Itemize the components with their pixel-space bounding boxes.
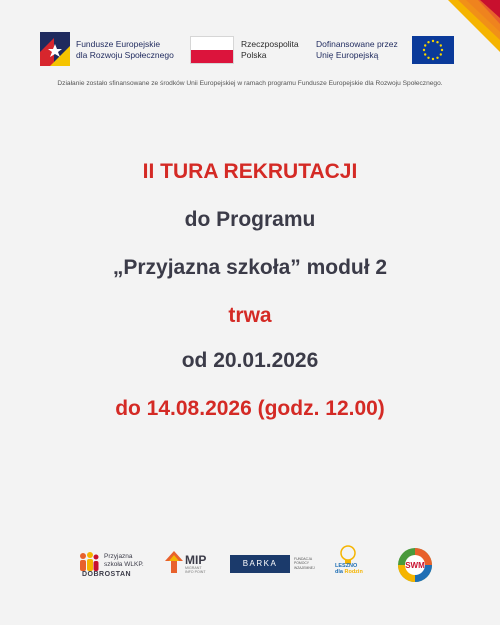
program-label: do Programu <box>184 208 316 231</box>
fe-logo-line2: dla Rozwoju Społecznego <box>76 49 174 60</box>
barka-title: BARKA <box>230 555 290 573</box>
leszno-line1: LESZNO <box>335 563 358 569</box>
leszno-line3: Rodzin <box>344 569 363 576</box>
mip-title: MIP <box>185 553 207 567</box>
start-date: od 20.01.2026 <box>181 349 319 372</box>
fe-logo-line1: Fundusze Europejskie <box>76 39 161 49</box>
recruitment-title: II TURA REKRUTACJI <box>142 160 358 183</box>
header-logos <box>40 30 460 70</box>
rp-logo-line1: Rzeczpospolita <box>241 39 299 49</box>
leszno-dla-rodzin-logo <box>335 545 385 585</box>
funding-disclaimer: Działanie zostało sfinansowane ze środków Unii Europejskiej w ramach programu Fundusze Europejskie dla Rozwoju Społecznego. <box>57 80 443 87</box>
ue-logo-line2: Unię Europejską <box>316 49 379 60</box>
polish-flag-icon <box>190 36 234 64</box>
partner-logos <box>0 545 500 590</box>
mip-logo <box>165 545 220 585</box>
status-text: trwa <box>228 304 272 327</box>
end-date: do 14.08.2026 (godz. 12.00) <box>115 397 385 420</box>
swm-badge-icon <box>397 547 433 583</box>
barka-sub1: FUNDACJA <box>294 557 313 561</box>
eu-cofinanced-logo <box>316 30 460 70</box>
people-icon <box>78 551 100 573</box>
fundusze-europejskie-icon <box>40 32 70 66</box>
mip-icon <box>165 551 183 573</box>
leszno-line2: dla <box>335 569 343 576</box>
rp-logo-line2: Polska <box>241 49 267 60</box>
swm-title: SWM <box>405 561 425 570</box>
przyjazna-szkola-logo <box>78 545 158 585</box>
fundusze-europejskie-logo <box>40 30 180 70</box>
barka-logo <box>230 545 320 585</box>
swm-logo <box>397 545 437 585</box>
mip-sub2: INFO POINT <box>185 570 206 575</box>
barka-sub3: WZAJEMNEJ <box>294 565 315 570</box>
przyjazna-line1: Przyjazna <box>104 553 133 560</box>
przyjazna-line2: szkoła WLKP. <box>104 560 144 568</box>
lightbulb-icon <box>339 545 357 565</box>
mip-sub1: MIGRANT <box>185 566 202 570</box>
ue-logo-line1: Dofinansowane przez <box>316 39 398 49</box>
przyjazna-line3: DOBROSTAN <box>82 571 132 578</box>
program-name: „Przyjazna szkoła” moduł 2 <box>112 256 388 279</box>
barka-sub2: POMOCY <box>294 561 310 566</box>
eu-flag-icon <box>412 36 454 64</box>
rzeczpospolita-polska-logo <box>190 30 320 70</box>
